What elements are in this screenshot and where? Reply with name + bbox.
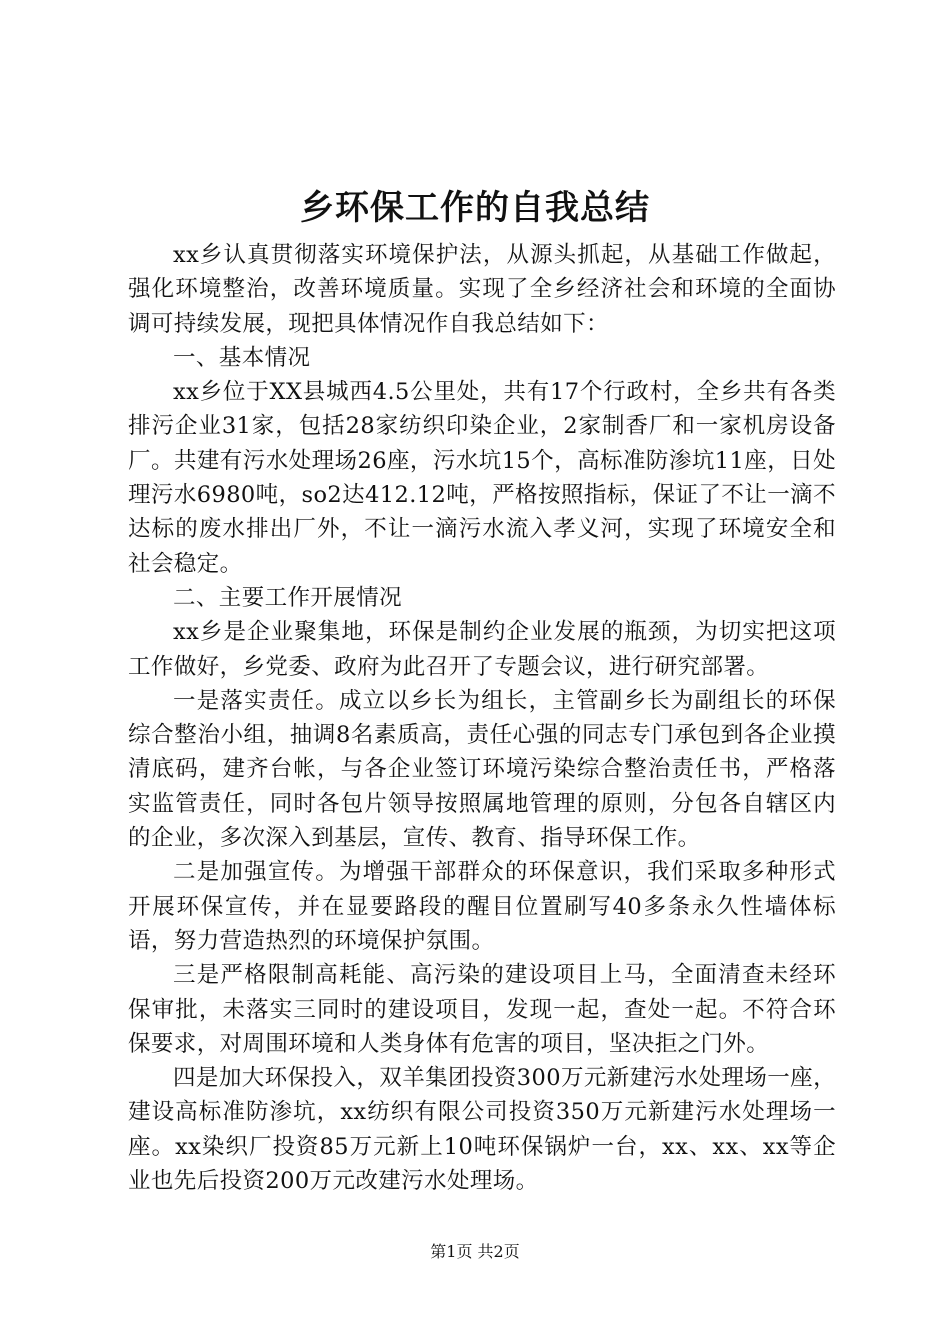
paragraph-restriction: 三是严格限制高耗能、高污染的建设项目上马，全面清查未经环保审批，未落实三同时的建设项目，发现一起，查处一起。不符合环保要求，对周围环境和人类身体有危害的项目，坚决拒之门外。 bbox=[128, 962, 836, 1057]
paragraph-investment: 四是加大环保投入，双羊集团投资300万元新建污水处理场一座，建设高标准防渗坑，xx纺织有限公司投资350万元新建污水处理场一座。xx染织厂投资85万元新上10吨环保锅炉一台，xx、xx、xx等企业也先后投资200万元改建污水处理场。 bbox=[128, 1065, 836, 1195]
paragraph-main-work-intro: xx乡是企业聚集地，环保是制约企业发展的瓶颈，为切实把这项工作做好，乡党委、政府为此召开了专题会议，进行研究部署。 bbox=[128, 619, 836, 680]
paragraph-intro: xx乡认真贯彻落实环境保护法，从源头抓起，从基础工作做起，强化环境整治，改善环境质量。实现了全乡经济社会和环境的全面协调可持续发展，现把具体情况作自我总结如下： bbox=[128, 242, 836, 337]
paragraph-basic-situation: xx乡位于XX县城西4.5公里处，共有17个行政村，全乡共有各类排污企业31家，包括28家纺织印染企业，2家制香厂和一家机房设备厂。共建有污水处理场26座，污水坑15个，高标准防渗坑11座，日处理污水6980吨，so2达412.12吨，严格按照指标，保证了不让一滴不达标的废水排出厂外，不让一滴污水流入孝义河，实现了环境安全和社会稳定。 bbox=[128, 379, 836, 577]
paragraph-publicity: 二是加强宣传。为增强干部群众的环保意识，我们采取多种形式开展环保宣传，并在显要路段的醒目位置刷写40多条永久性墙体标语，努力营造热烈的环境保护氛围。 bbox=[128, 859, 836, 954]
section-heading-main-work: 二、主要工作开展情况 bbox=[173, 584, 403, 611]
document-body bbox=[128, 238, 836, 1198]
document-title: 乡环保工作的自我总结 bbox=[300, 188, 650, 228]
page-number-footer: 第1页 共2页 bbox=[430, 1242, 520, 1261]
paragraph-responsibility: 一是落实责任。成立以乡长为组长，主管副乡长为副组长的环保综合整治小组，抽调8名素质高，责任心强的同志专门承包到各企业摸清底码，建齐台帐，与各企业签订环境污染综合整治责任书，严格落实监管责任，同时各包片领导按照属地管理的原则，分包各自辖区内的企业，多次深入到基层，宣传、教育、指导环保工作。 bbox=[128, 687, 836, 852]
section-heading-basic: 一、基本情况 bbox=[173, 344, 311, 371]
